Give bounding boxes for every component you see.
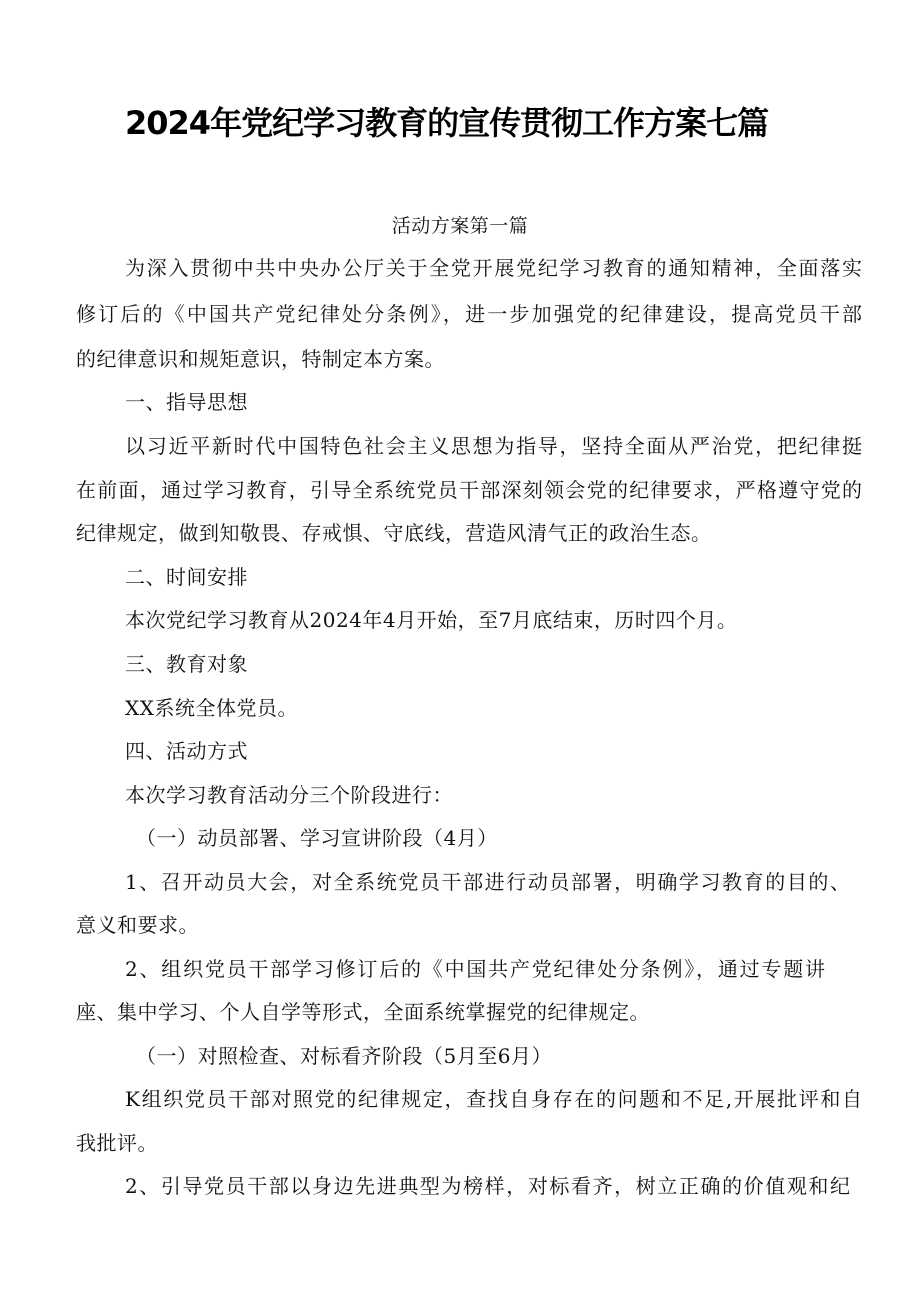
subheading: 三、教育对象: [125, 652, 248, 676]
stage-heading: （一）动员部署、学习宣讲阶段（4月）: [136, 826, 498, 850]
paragraph-line: 2、组织党员干部学习修订后的《中国共产党纪律处分条例》，通过专题讲: [125, 957, 825, 981]
paragraph-line: 以习近平新时代中国特色社会主义思想为指导，坚持全面从严治党，把纪律挺: [125, 434, 862, 458]
subheading: 四、活动方式: [125, 739, 248, 763]
paragraph-line: 本次学习教育活动分三个阶段进行：: [125, 783, 453, 807]
paragraph-line: 座、集中学习、个人自学等形式，全面系统掌握党的纪律规定。: [76, 1000, 650, 1024]
paragraph-line: 在前面，通过学习教育，引导全系统党员干部深刻领会党的纪律要求，严格遵守党的: [76, 478, 862, 502]
paragraph-line: 修订后的《中国共产党纪律处分条例》，进一步加强党的纪律建设，提高党员干部: [76, 302, 862, 326]
paragraph-line: 意义和要求。: [76, 913, 199, 937]
paragraph-line: 为深入贯彻中共中央办公厅关于全党开展党纪学习教育的通知精神，全面落实: [125, 256, 862, 280]
paragraph-line: 的纪律意识和规矩意识，特制定本方案。: [76, 347, 445, 371]
paragraph-line: 本次党纪学习教育从2024年4月开始，至7月底结束，历时四个月。: [125, 608, 738, 632]
paragraph-line: 2、引导党员干部以身边先进典型为榜样，对标看齐，树立正确的价值观和纪: [125, 1174, 850, 1198]
paragraph-line: K组织党员干部对照党的纪律规定，查找自身存在的问题和不足,开展批评和自: [125, 1087, 862, 1111]
document-title: 2024年党纪学习教育的宣传贯彻工作方案七篇: [125, 104, 769, 142]
subheading: 一、指导思想: [125, 390, 248, 414]
paragraph-line: 1、召开动员大会，对全系统党员干部进行动员部署，明确学习教育的目的、: [125, 870, 850, 894]
paragraph-line: 纪律规定，做到知敬畏、存戒惧、守底线，营造风清气正的政治生态。: [76, 521, 712, 545]
subheading: 二、时间安排: [125, 565, 248, 589]
paragraph-line: 我批评。: [76, 1131, 158, 1155]
stage-heading: （一）对照检查、对标看齐阶段（5月至6月）: [136, 1044, 552, 1068]
section-heading: 活动方案第一篇: [391, 215, 529, 237]
paragraph-line: XX系统全体党员。: [125, 696, 298, 720]
